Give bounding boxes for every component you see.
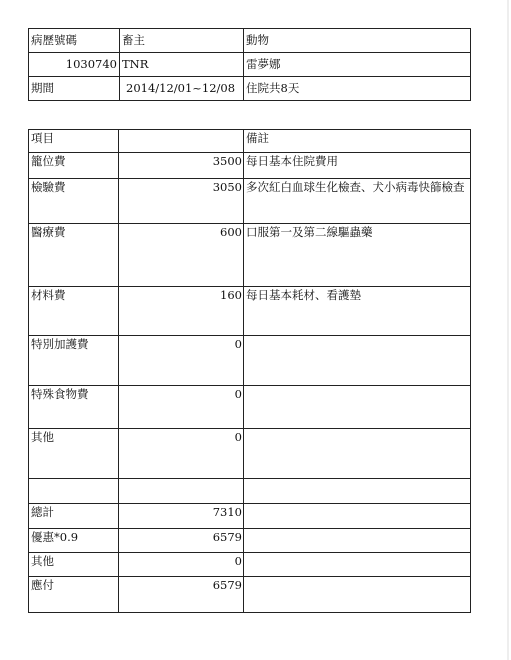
remarks-cell: 每日基本住院費用 [244, 153, 471, 179]
record-no-value: 1030740 [29, 53, 120, 77]
remarks-cell: 口服第一及第二線驅蟲藥 [244, 224, 471, 287]
item-cell: 特別加護費 [29, 336, 119, 386]
table-row [29, 153, 471, 179]
summary-row [29, 529, 471, 553]
header-row-period [29, 77, 471, 101]
animal-label: 動物 [244, 29, 471, 53]
amount-cell [119, 479, 244, 504]
item-cell: 籠位費 [29, 153, 119, 179]
item-cell: 材料費 [29, 287, 119, 336]
remarks-cell [244, 429, 471, 479]
header-table [28, 28, 471, 101]
summary-amount-cell: 7310 [119, 504, 244, 529]
item-cell: 其他 [29, 429, 119, 479]
amount-cell: 0 [119, 386, 244, 429]
remarks-cell: 多次紅白血球生化檢查、犬小病毒快篩檢查 [244, 179, 471, 224]
remarks-cell [244, 336, 471, 386]
summary-row [29, 553, 471, 577]
remarks-header: 備註 [244, 130, 471, 153]
summary-item-cell: 總計 [29, 504, 119, 529]
table-row [29, 386, 471, 429]
summary-item-cell: 其他 [29, 553, 119, 577]
cost-table [28, 129, 471, 613]
table-row [29, 429, 471, 479]
amount-cell: 160 [119, 287, 244, 336]
summary-remarks-cell [244, 529, 471, 553]
item-header: 項目 [29, 130, 119, 153]
owner-value: TNR [120, 53, 244, 77]
summary-amount-cell: 6579 [119, 529, 244, 553]
owner-label: 畜主 [120, 29, 244, 53]
summary-item-cell: 應付 [29, 577, 119, 613]
summary-amount-cell: 0 [119, 553, 244, 577]
table-row [29, 179, 471, 224]
summary-row [29, 504, 471, 529]
cost-header-row [29, 130, 471, 153]
record-no-label: 病歷號碼 [29, 29, 120, 53]
header-row-labels [29, 29, 471, 53]
remarks-cell [244, 479, 471, 504]
table-row [29, 224, 471, 287]
remarks-cell: 每日基本耗材、看護墊 [244, 287, 471, 336]
period-value: 2014/12/01~12/08 [120, 77, 244, 101]
item-cell: 特殊食物費 [29, 386, 119, 429]
amount-cell: 600 [119, 224, 244, 287]
animal-value: 雷夢娜 [244, 53, 471, 77]
header-row-values [29, 53, 471, 77]
table-row [29, 287, 471, 336]
amount-cell: 0 [119, 429, 244, 479]
summary-amount-cell: 6579 [119, 577, 244, 613]
item-cell: 檢驗費 [29, 179, 119, 224]
table-row [29, 479, 471, 504]
summary-remarks-cell [244, 553, 471, 577]
amount-cell: 3050 [119, 179, 244, 224]
amount-cell: 3500 [119, 153, 244, 179]
summary-remarks-cell [244, 577, 471, 613]
summary-item-cell: 優惠*0.9 [29, 529, 119, 553]
table-row [29, 336, 471, 386]
amount-cell: 0 [119, 336, 244, 386]
item-cell [29, 479, 119, 504]
stay-duration: 住院共8天 [244, 77, 471, 101]
remarks-cell [244, 386, 471, 429]
summary-row [29, 577, 471, 613]
summary-remarks-cell [244, 504, 471, 529]
item-cell: 醫療費 [29, 224, 119, 287]
period-label: 期間 [29, 77, 120, 101]
amount-header [119, 130, 244, 153]
